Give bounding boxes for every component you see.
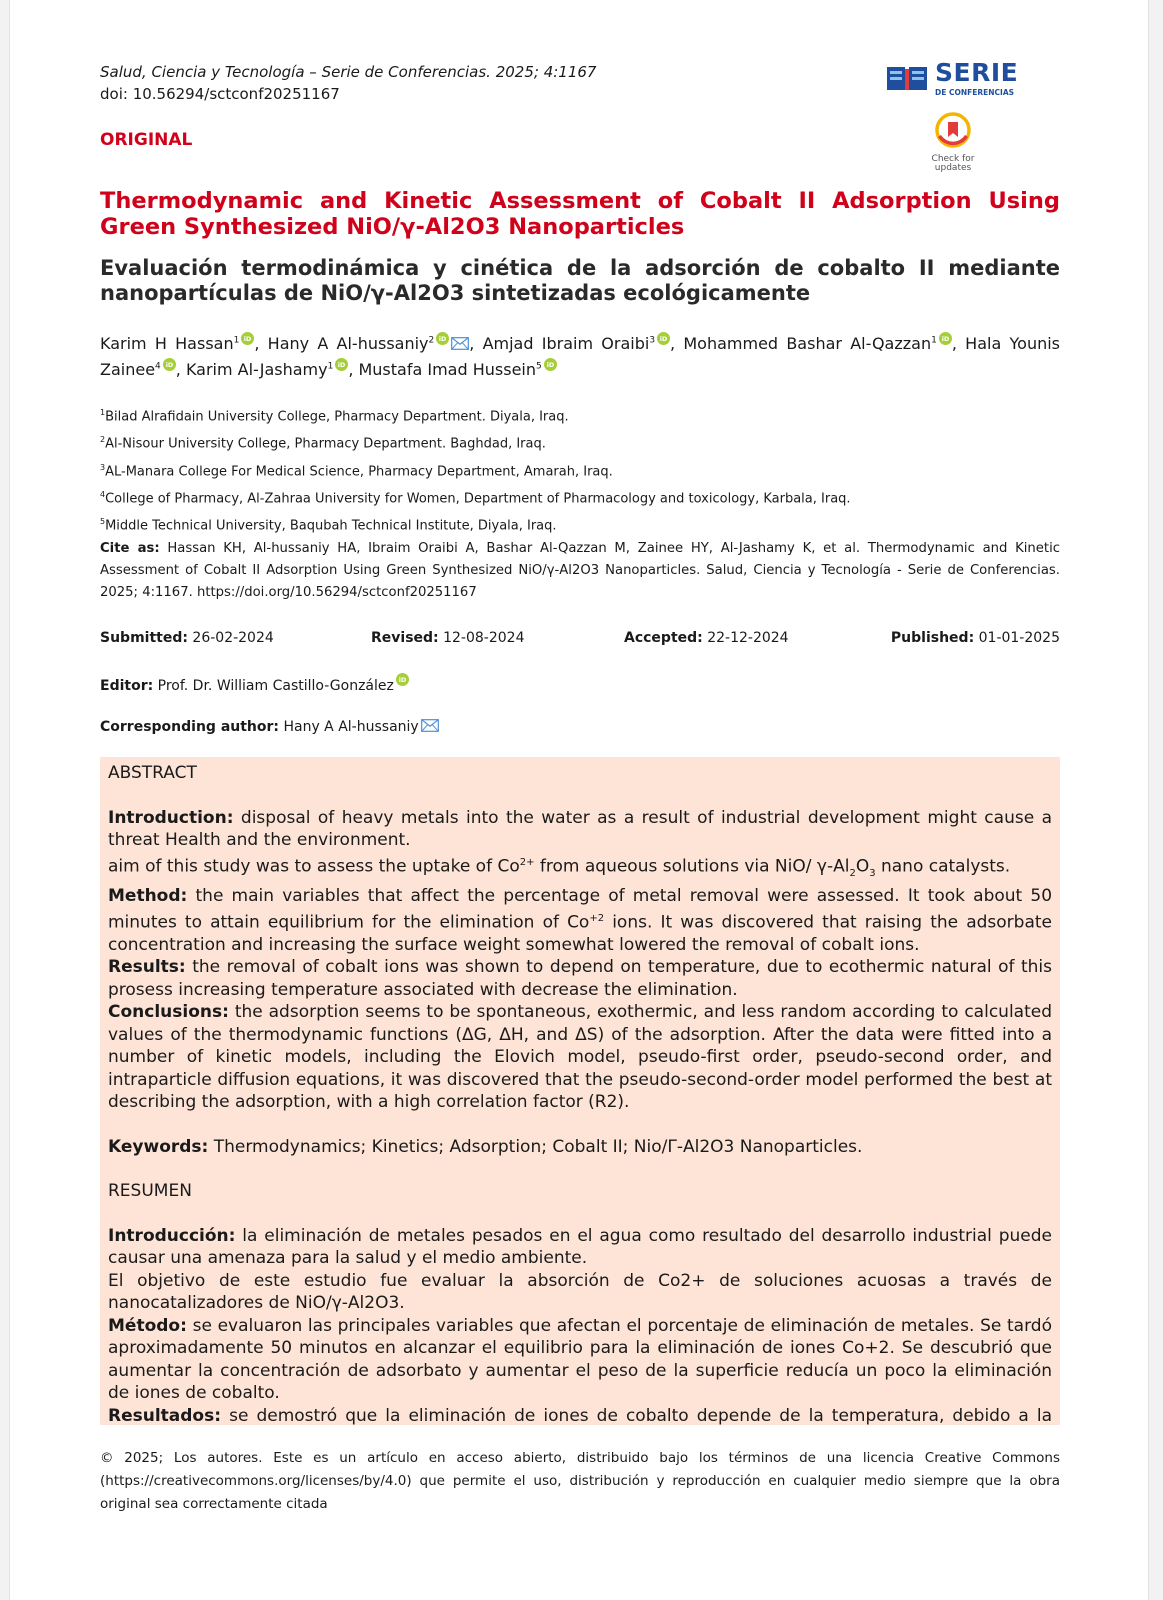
check-for-updates-badge[interactable] [920,112,986,172]
resumen-resultados: Resultados: se demostró que la eliminación de iones de cobalto depende de la temperatura, debido a la [108,1405,1052,1426]
logo-serie-text: SERIE [935,58,1019,87]
check-for-updates-icon [935,112,971,148]
citation-block [100,538,1060,604]
affiliation: $^1$Bilad Alrafidain University College, Pharmacy Department. Diyala, Iraq. [100,408,569,425]
mail-icon[interactable] [451,337,469,350]
accepted-date: Accepted: 22-12-2024 [624,630,789,646]
resumen-objetivo: El objetivo de este estudio fue evaluar la absorción de Co2+ de soluciones acuosas a través de nanocatalizadores de NiO/γ-Al2O3. [108,1270,1052,1314]
affiliation-list [100,401,1060,538]
affiliation: $^5$Middle Technical University, Baqubah Technical Institute, Diyala, Iraq. [100,517,557,534]
corresponding-author-line: Corresponding author: Hany A Al-hussaniy [100,719,439,735]
title-english: Thermodynamic and Kinetic Assessment of Cobalt II Adsorption Using Green Synthesized NiO/γ-Al2O3 Nanoparticles [100,188,1060,240]
resumen-metodo: Método: se evaluaron las principales variables que afectan el porcentaje de eliminación de metales. Se tardó aproximadamente 50 minutos en alcanzar el equilibrio para la eliminación de iones Co+2. Se descubrió que aumentar la concentración de adsorbato y aumentar el peso de la superficie reducía un poco la eliminación de iones de cobalto. [108,1315,1052,1404]
title-spanish: Evaluación termodinámica y cinética de la adsorción de cobalto II mediante nanopartículas de NiO/γ-Al2O3 sintetizadas ecológicamente [100,256,1060,305]
check-for-updates-line2: updates [934,163,972,173]
author-list [100,330,1060,381]
serie-logo [886,58,1026,102]
cite-text: Hassan KH, Al-hussaniy HA, Ibraim Oraibi A, Bashar Al-Qazzan M, Zainee HY, Al-Jashamy K, et al. Thermodynamic and Kinetic Assessment of Cobalt II Adsorption Using Green Synthesized NiO/γ-Al2O3 Nanoparticles. Salud, Ciencia y Tecnología - Serie de Conferencias. 2025; 4:1167. https://doi.org/10.56294/sctconf20251167 [100,541,1060,600]
journal-citation: Salud, Ciencia y Tecnología – Serie de Conferencias. 2025; 4:1167 [100,63,597,81]
orcid-icon[interactable] [163,358,176,371]
abstract-conclusions: Conclusions: the adsorption seems to be spontaneous, exothermic, and less random according to calculated values of the thermodynamic functions (ΔG, ΔH, and ΔS) of the adsorption. After the data were fitted into a number of kinetic models, including the Elovich model, pseudo-first order, pseudo-second order, and intraparticle diffusion equations, it was discovered that the pseudo-second-order model performed the best at describing the adsorption, with a high correlation factor (R2). [108,1002,1052,1113]
mail-icon[interactable] [421,719,439,732]
affiliation: $^4$College of Pharmacy, Al-Zahraa University for Women, Department of Pharmacology and toxicology, Karbala, Iraq. [100,489,851,507]
affiliation: $^2$Al-Nisour University College, Pharmacy Department. Baghdad, Iraq. [100,435,546,452]
logo-sub-text: DE CONFERENCIAS [935,88,1015,97]
orcid-icon[interactable] [335,358,348,371]
orcid-icon[interactable] [396,673,409,686]
revised-date: Revised: 12-08-2024 [371,630,525,646]
license-footer: © 2025; Los autores. Este es un artículo en acceso abierto, distribuido bajo los términos de una licencia Creative Commons (https://creativecommons.org/licenses/by/4.0) que permite el uso, distribución y reproducción en cualquier medio siempre que la obra original sea correctamente citada [100,1450,1060,1512]
journal-header [100,61,800,105]
resumen-introduccion: Introducción: la eliminación de metales pesados en el agua como resultado del desarrollo industrial puede causar una amenaza para la salud y el medio ambiente. [108,1225,1052,1269]
author: Mustafa Imad Hussein$^5$ [358,360,556,379]
cite-label: Cite as: [100,541,160,556]
abstract-method: Method: the main variables that affect the percentage of metal removal were assessed. It took about 50 minutes to attain equilibrium for the elimination of $Co^{+2}$ ions. It was discovered that raising the adsorbate concentration and increasing the surface weight somewhat lowered the removal of cobalt ions. [108,886,1053,955]
section-label: ORIGINAL [100,130,193,150]
editor-line: Editor: Prof. Dr. William Castillo-González [100,673,409,694]
author: Hany A Al-hussaniy$^2$ , [267,334,483,354]
check-for-updates-line1: Check for [931,154,975,164]
abstract-heading: ABSTRACT [108,763,197,783]
author: Karim Al-Jashamy$^1$ , [185,359,359,379]
author: Karim H Hassan$^1$ , [100,334,268,354]
submitted-date: Submitted: 26-02-2024 [100,630,274,646]
orcid-icon[interactable] [241,332,254,345]
author: Mohammed Bashar Al-Qazzan$^1$ , [683,334,966,354]
abstract-introduction: Introduction: disposal of heavy metals into the water as a result of industrial development might cause a threat Health and the environment. [108,807,1052,850]
dates-row [100,630,1060,652]
doi-line[interactable]: doi: 10.56294/sctconf20251167 [100,85,340,103]
affiliation: $^3$AL-Manara College For Medical Science, Pharmacy Department, Amarah, Iraq. [100,462,613,479]
abstract-box [100,757,1060,1425]
abstract-results: Results: the removal of cobalt ions was shown to depend on temperature, due to ecothermic natural of this prosess increasing temperature associated with decrease the elimination. [108,957,1053,1000]
orcid-icon[interactable] [436,332,449,345]
abstract-aim: aim of this study was to assess the uptake of $Co^{2+}$ from aqueous solutions via NiO/ $\gamma-Al_2O_3$ nano catalysts. [108,856,1011,879]
book-logo-icon [886,64,928,92]
author: Amjad Ibraim Oraibi$^3$ , [482,334,684,354]
orcid-icon[interactable] [544,358,557,371]
author: Hala Younis Zainee$^4$ , [100,334,1060,379]
orcid-icon[interactable] [657,332,670,345]
resumen-heading: RESUMEN [108,1181,192,1202]
abstract-keywords: Keywords: Thermodynamics; Kinetics; Adsorption; Cobalt II; Nio/Γ-Al2O3 Nanoparticles. [108,1136,863,1157]
published-date: Published: 01-01-2025 [890,630,1060,646]
orcid-icon[interactable] [939,332,952,345]
paper-page [9,0,1149,1600]
